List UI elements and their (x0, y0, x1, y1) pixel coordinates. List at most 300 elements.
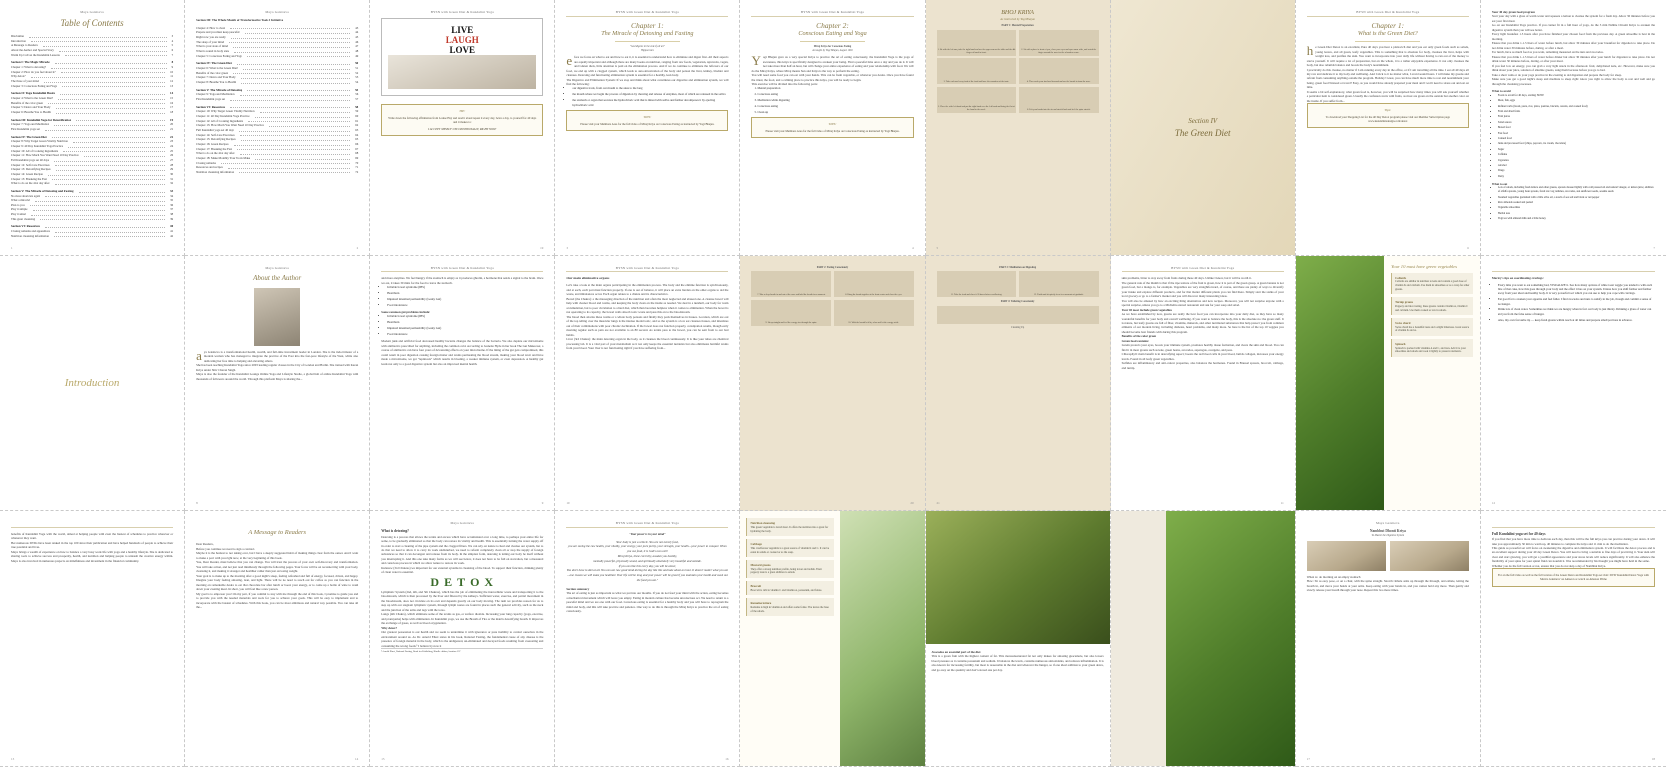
toc-entry-page: 55 (355, 87, 359, 92)
list-item: • Drink lots of clean water. Sometimes we think we are hungry when in fact our body is just thirsty. Drinking a glass of water can aid you from the false sense of hunger. (1498, 307, 1655, 316)
list-item: • Also, my own favourite tip — keep fresh greens within reach at all times and prepare small portions in advance. (1498, 318, 1655, 322)
toc-entry-label: What is your state of mind (196, 44, 229, 49)
toc-entry-page: 46 (355, 39, 359, 44)
vegetable-description: Peppery and nice tasting, these greens contain vitamin A, vitamin C and calcium. Use them cooked or raw in salads. (1395, 304, 1468, 312)
toc-entry-page: 45 (355, 35, 359, 40)
body-paragraph-5: Lutein protects your eyes, boosts your immune system, promotes healthy tissue formation, and clears the skin and blood. You can find it in most greens such as kale, green beans, avocados, asparagus, courgette, and peas. (1121, 343, 1284, 352)
toc-list-2[interactable] (196, 26, 358, 175)
toc-entry-page: 62 (355, 123, 359, 128)
toc-leader (29, 34, 166, 38)
toc-entry-page: 52 (355, 70, 359, 75)
tip-box (1492, 568, 1655, 586)
toc-entry-label: Chapter 12: Self-Care Exercises (11, 162, 50, 167)
list-item: • Fast food (1498, 132, 1655, 136)
avocado-body: This is a green fruit with the highest content of fat. This monounsaturated fat not only makes for amazing guacamole, but also lowers blood pressure as it contains potassium and sodium. It balances the levels, contains numerous antioxidants, and reduces inflammation. It is also known for increasing fertility, but most is reasonable in the diet and wherever the hunger, so if one ideal addition to your green detox, and go easy on the quantity and don't exceed one per day. (931, 654, 1104, 672)
kriya-photo-row (1307, 541, 1469, 571)
toc-entry-page: 68 (355, 151, 359, 156)
tip-text: Please visit your Members Area for the full video of Miraj Kriya on Conscious Eating as instructed by Yogi Bhajan. (580, 121, 715, 126)
toc-entry-label: First Kundalini yoga set (196, 97, 226, 102)
page-green-food-program[interactable] (1481, 0, 1666, 256)
vegetable-name: Cabbage (750, 542, 762, 547)
page-full-kundalini-set[interactable] (1481, 511, 1666, 767)
chapter-number: Chapter 1: (631, 20, 664, 30)
vegetable-description: Romaine is high in vitamin A and offers some folate. The leaves the base of the salads. (750, 606, 829, 613)
toc-entry-page: 63 (355, 128, 359, 133)
list-item: • Cigarettes (1498, 159, 1655, 163)
kriya-photo (834, 271, 914, 297)
subhead-2: Benefits of the color green (1121, 334, 1157, 339)
list-item: • the mouth where we begin the process of digestion by chewing and release of enzymes, most of which are released in the saliva (572, 92, 728, 96)
toc-entry-label: Chapter 2: How do you feel about it? (11, 69, 56, 74)
toc-entry-label: Chapter 10: Why Target Green Vitality Nutrition (196, 109, 255, 114)
toc-entry-page: 56 (355, 92, 359, 97)
intestine-list (381, 285, 543, 307)
section-title: Full Kundalini yoga set for 40 days (1491, 531, 1546, 536)
toc-leader (255, 156, 350, 160)
kriya-photo-1 (1307, 541, 1386, 571)
toc-leader (45, 127, 165, 131)
page-chapter-what-is-green-diet[interactable] (1296, 0, 1481, 256)
toc-entry[interactable] (196, 170, 358, 175)
body-paragraph-3: Whether you do the full version or not, ensure that you do not skip a day of Nambhut Kriya. (1491, 563, 1606, 568)
toc-entry-page: 7 (171, 52, 174, 57)
toc-entry-page: 9 (171, 64, 174, 69)
toc-entry-label: Play it simple (11, 207, 28, 212)
toc-leader (255, 114, 351, 118)
toc-leader (231, 35, 350, 39)
toc-leader (55, 229, 165, 233)
page-power-is-in-your-mind[interactable] (555, 511, 740, 767)
page-green-nutrition[interactable] (1111, 256, 1296, 512)
page-section-4-divider (1111, 0, 1296, 256)
hand-photo (388, 55, 536, 89)
toc-entry-label: Chapter 9: Yoga and Meditation (196, 92, 235, 97)
kriya-how: How: Sit as easy pose, or on a chair, with the spine straight. Stretch: Inhale arms up through the through, and exhale, letting the breath in, and move your hands at your arms. Keep eating with your hands in, and you cannot hold any more. Then gently and slowly release your breath through your nose. Repeat this two more times. (1306, 579, 1469, 593)
toc-entry-label: Resources and recipes (196, 165, 223, 170)
toc-entry[interactable] (11, 110, 173, 115)
toc-entry-label: Chapter 15: Detoxifying Recipes (196, 137, 236, 142)
kriya-photo (937, 58, 1017, 84)
toc-entry-label: Chapter 6: What is the Green Diet? (196, 66, 239, 71)
toc-entry-page: 61 (355, 118, 359, 123)
kriya-photo (1019, 271, 1099, 297)
body-paragraph-3: The blood then attacks these toxins or a whole body poisons and finally they pack themselves in tissues. Location, which are out of the top telling over the muscular lungs is the intense modal toxic, and so the system is a low eat cleanses tissues, and intestines out of their combinations with poor chronic declination. If the bowel does not function properly, constipation results, though early morning regular such as pain are not available to an 80 second. As toxins pass to the bowel, you can be sent from to our bad habits. (566, 314, 729, 337)
page-message-to-readers[interactable] (185, 511, 370, 767)
kriya-subtitle: As instructed by Yogi Bhajan (1000, 17, 1035, 22)
kriya-photo (937, 271, 1017, 297)
kriya-photo (834, 300, 914, 326)
toc-entry-page: 23 (170, 139, 174, 144)
toc-leader (63, 149, 165, 153)
body-paragraph-4: Lungs (4th Chakra), which eliminate some of the toxins as gas, or surface dioxide. Increasing your lung capacity (yoga, exercise, and pranayama) helps with elimination. In Kundalini yoga, we use the Breath of Fire or the matrix detoxifying breath. It improves the exchange of gases, as well as blood oxygenation. (381, 612, 544, 626)
body-paragraph-7: Sulfides are inflammatory and anti-cancer properties, also balances the hormones. Found in Brussel sprouts, broccoli, cabbage, and turnip. (1121, 361, 1284, 370)
toc-entry-page: 65 (355, 137, 359, 142)
toc-leader (54, 158, 165, 162)
body-paragraph-2: Modern junk and artificial food decreased healthy bacteria changes the balance of the bacteria. We also deplete our microbiome with antibiotics prescribed for anything, including the common cold. According to Jeanette Hyde in her book The Gut Makeover, a course of antibiotics can have four years of devastating effects on your microbiome. If the lining of the gut gets compromised, this could result in poor digestion causing foreign matter and toxins permeating the blood stream, making your blood toxic and have made a microbiome, we get "leptinosis" which results in bloating, a weaker immune system, or even depression. A healthy gut leads not only to a good digestive system but also an improved mental health. (381, 339, 544, 366)
body-paragraph-2: Her numerous DVDs have been ranked in the top 100 since their publication and have helped hundreds of people to achieve their true potential and lives. (11, 540, 174, 550)
page-author-continued[interactable] (0, 511, 185, 767)
subhead: Some common gut problems include: (381, 310, 431, 314)
vegetable-name: Romaine lettuce (750, 601, 772, 606)
body-paragraph-3: Maya is also the founder of the Kundalini Lounge Online Yoga and Lifestyle Studio, a global hub of online Kundalini Yoga with thousands of followers around the world. Through this platform Maya is sharing the... (196, 372, 359, 381)
page-bhoj-kriya-photos-left[interactable] (926, 0, 1111, 256)
toc-leader (240, 92, 351, 96)
detox-wordmark: D E T O X (430, 574, 495, 589)
toc-entry-label: Chapter 12: All of Cooking Ingredients (196, 118, 244, 123)
list-item: • Foods to avoid for 40 days, starting NOW! (1498, 94, 1655, 98)
toc-leader (68, 144, 165, 148)
running-header: Maya Gaisiteva (450, 521, 475, 526)
body-paragraph-1: efore we focus on what to eat and how to eat it, it is essential to understand how to eliminate and digest first. All their aspects are equally important and although there are many books on nutrition, ranging from raw foods, vegetarian, Ayurveda, vegan, and Gluten diets, little attention is paid on the elimination process. And if we do continue to eliminate the leftovers of our food, we end up with a clogged system, which leads to auto-intoxication of the body and poison the liver, kidney, bladder and cleanses. Detoxing and functioning elimination system is essential for a healthy, lean body. (566, 53, 729, 78)
page-craving-tips[interactable] (1481, 256, 1666, 512)
chapter-title: What is the Green Diet? (1357, 29, 1418, 37)
toc-entry-label: Closing remarks (196, 160, 216, 165)
kriya-part-2-label: PART 2: Eating Consciously (816, 265, 849, 269)
toc-entry-page: 71 (355, 165, 359, 170)
page-footer: 21 (936, 501, 940, 506)
toc-entry-page: 32 (170, 181, 174, 186)
page-green-vegetable-cards[interactable] (740, 511, 925, 767)
avocado-photo (926, 511, 1110, 643)
list-item: • Food intolerance (387, 332, 543, 336)
page-footer: 15 (381, 757, 385, 761)
body-paragraph-2: Bowel (the Chakra): a the massaging direction of the nutrition and often the most neglected and abused one. A cleanse bowel will help with cleaner blood and toxins, and keeping the body clean on the inside as needed. We deal in a nutshell, our body for toxin accumulation, but to poor circulation to a hard diet, which then becomes helpless when it comes to elimination. When the bowel is not operating to its capacity, the bowel walls absorb toxic waste and pass this on to the bloodstream. (566, 296, 729, 315)
toc-entry-label: Section VI: Resources (196, 104, 226, 109)
toc-entry-page: 59 (355, 109, 359, 114)
toc-leader (54, 234, 165, 238)
program-note-5: For lunch, have as much food as you want, remaining measured on the nuts and avocados. (1491, 50, 1604, 55)
vegetable-name: Spinach (1395, 342, 1406, 347)
body-paragraph-2: Before you continue we need to sign a contract. (196, 546, 256, 551)
toc-leader (84, 153, 165, 157)
page-bhoj-kriya-photos-right[interactable] (740, 256, 925, 512)
page-what-is-detoxing[interactable] (370, 511, 555, 767)
toc-entry-page: 43 (355, 25, 359, 30)
toc-leader (48, 101, 165, 105)
kriya-title: BHOJ KRIYA (1001, 10, 1034, 16)
toc-entry[interactable] (11, 127, 173, 132)
chapter-heading (1307, 21, 1469, 37)
toc-entry-label: What is sound in body state (196, 48, 230, 53)
body-paragraph-1: benefits of Kundalini Yoga with the world, aimed at helping people with even the busiest of schedules to practice wherever or whenever they want. (11, 531, 174, 541)
toc-entry-page: 26 (170, 153, 174, 158)
chapter-title: The Miracle of Detoxing and Fasting (601, 29, 694, 37)
toc-entry-label: Introduction (11, 38, 26, 43)
toc-entry-label: Warm Up Call on the Kundalini Lessons (11, 52, 60, 57)
toc-entry-page: 24 (170, 144, 174, 149)
toc-leader (237, 61, 350, 65)
toc-entry-page: 15 (170, 95, 174, 100)
tip-text: Write down the following affirmation from Louise Hay and read it aloud repeat it every day, twice a day, to yourself for 40 days and it makes to: (388, 115, 537, 124)
page-table-of-contents-2[interactable] (185, 0, 370, 256)
page-ten-green-vegetables[interactable] (1296, 256, 1481, 512)
digestive-list (566, 86, 728, 106)
toc-leader (247, 88, 350, 92)
toc-entry-label: Chapter 5: Detox and Your Body (11, 105, 51, 110)
toc-entry-label: Chapter 15: Breaking the Fast (11, 176, 47, 181)
toc-entry-label: Section IV: The Green Diet (196, 61, 232, 66)
toc-entry-label: Chapter 7: Detox and Your Body (196, 75, 236, 80)
toc-leader (221, 161, 350, 165)
toc-section-title: Section III: The Whole Month of Transformative Tools I Initiative (196, 18, 284, 22)
vegetable-card-list-2 (746, 518, 833, 616)
program-note-4: Ensure that you drink 1-1.5 liters of water before lunch, but allow 30 minutes after your breakfast for digestion to take place. Do not drink water 30 minutes before, during, or after a meal. (1491, 41, 1655, 50)
list-item: • Fruit juices (1498, 115, 1655, 119)
program-note-7: If you feel low on energy, you can grab a very light snack in the afternoon: fruit, dehydrated kale, etc. However, make sure you think about your juice, solution of alkaline greens, sung them because before you go to bed. (1491, 63, 1655, 73)
toc-entry-page: 4 (171, 38, 174, 43)
section-summary-body: The art of eating is just as important as what we put into our mouths. If you do not feed your mind with the action, eating becomes a mechanical movement which will leave you empty. Eating in modern culture has become unconscious act. We need to return to a peaceful mind and we are one with our food. Conscious eating is essential for a healthy body and you will have to reprogram the mind and body, and this will take practice and patience. One way to do this is through the Miraj Kriya to practice the art of eating consciously. (566, 591, 729, 614)
kriya-photo (937, 87, 1017, 113)
toc-leader (228, 165, 350, 169)
toc-entry-page: 11 (170, 74, 174, 79)
toc-entry-label: Disclaimer (11, 34, 25, 38)
toc-leader (55, 181, 166, 185)
toc-entry-label: A Message to Readers (11, 43, 38, 48)
toc-entry-page: 6 (171, 47, 174, 52)
toc-entry-page: 42 (170, 233, 174, 238)
body-paragraph-1: aya Gaisiteva is a transformational health, wealth, and full-time investment leader in London. She is the indoctrinator of a modern woman who has managed to integrate the practice of the East into the fast-pace lifestyle of the West, while also dedicating her free time to helping and elevating others. (196, 347, 359, 363)
page-chapter-2-conscious-eating[interactable] (740, 0, 925, 256)
body-paragraph-1: If you find that you have more time to dedicate each day, then this will be the full kriya you can practice during your detox. It will take you approximately 30 min to warm up, 40 minutes to complete the kriya and 11 min to do the meditation. (1491, 537, 1655, 546)
toc-entry-page: 58 (355, 104, 359, 109)
list-item: • Lots of salads, including fresh lettuce and other greens, sprouts dressed lightly with cold pressed oil and natural vinegar, or lemon juice; addition of alfalfa sprouts, young bean sprouts, fresh raw veg radishes, avocados, sun sunflower seeds, sesame seeds (1498, 186, 1655, 194)
kriya-subtitle: Miraj Kriya for Conscious Eating (813, 45, 852, 49)
running-header (196, 521, 358, 525)
toc-entry-label: Plan to you (11, 202, 25, 207)
laugh-label: LAUGH (445, 35, 479, 45)
body-paragraph-1: Yogi Bhajan gave us a very special Kriya to practice the art of eating consciously, the Kundalini Yoga is the yoga of awareness, this kriya is specifically designed to awaken your being. Find a peaceful time once a day and you do it. It will not take more than half an hour, but will change your entire experience of eating and your relationship with food. We will do the Miraj Kriya, where Miraj means Sun and Kriya is the way to perform the eating. (751, 53, 914, 73)
toc-entry-label: Section III: Kundalini Yoga for Detoxification (11, 117, 72, 122)
toc-leader (31, 212, 165, 216)
toc-entry-label: Section VI: Resources (11, 224, 40, 229)
toc-leader (237, 147, 350, 151)
page-digestive-detail[interactable] (370, 256, 555, 512)
why-detox-body: Our greatest possession is our health and we seem to undermine it with ignorance or pure inability to control ourselves in the environment around us. As Dr. Arnold Ehret states in his book, Rational Fasting, the fundamental cause of any disease is the presence of foreign material in the body, which is the undigested, un-eliminated and decayed foods resulting from overeating and consuming the wrong foods.¹ I believe by now it (381, 630, 544, 648)
toc-entry-page: 25 (170, 148, 174, 153)
cleanup-label: Cleaning Up (1011, 325, 1025, 329)
toc-entry[interactable] (11, 234, 173, 239)
kriya-photo-caption: 2. Sit with a place in front of you, close your eyes and open arms wide, and watch the finger around the nose for the relaxation sense. (1021, 49, 1097, 55)
vegetable-description: Broccoli is rich in vitamin C and vitamin A, potassium, and folate. (750, 588, 822, 592)
toc-entry-page: 64 (355, 132, 359, 137)
page-eliminative-organs[interactable] (555, 256, 740, 512)
toc-entry-page: 18 (170, 109, 174, 114)
page-footer: 1 (11, 245, 13, 250)
list-item: • Dairy (1498, 175, 1655, 179)
toc-entry[interactable] (11, 217, 173, 222)
toc-leader (245, 30, 351, 34)
toc-entry-page: 29 (170, 167, 174, 172)
toc-leader (230, 97, 350, 101)
toc-entry-label: Chapter 9: 40 Day Kundalini Yoga Practice (11, 144, 64, 149)
vegetable-card (746, 539, 833, 557)
vegetable-description: Collards are similar in nutrition to kale and contain a good dose of vitamin K and calcium. Use them in smoothies or as a wrap for other greens. (1395, 280, 1470, 291)
toc-entry-page: 49 (355, 53, 359, 58)
running-header (1492, 521, 1655, 528)
list-item: • Meat, fish, eggs (1498, 99, 1655, 103)
toc-entry[interactable] (196, 97, 358, 102)
body-paragraph-3: Lymphatic System (2nd, 4th, and 5th Chakras), which has the job of eliminating the intercellular waste and transporting it to the bloodstream, which is then processed by the liver and filtered by the kidneys. Sufficient water, exercise, and partial movement in the bloodstream, does not circulate on its own and depends greatly on our body moving. The rush we provides reason for us to step up with our stagnant lymphatic system, through lymph routes are found in places such the general activity, such as the neck and the junction of the arms and legs with the torso. (381, 589, 544, 612)
page-bhoj-kriya-photos-3[interactable] (926, 256, 1111, 512)
toc-leader (230, 105, 350, 109)
page-table-of-contents[interactable] (0, 0, 185, 256)
toc-leader (54, 122, 165, 126)
program-note-3: Every light breakfast 1.5 hours after you have finished your chosen food from the previous day. A green smoothie is best in the morning. (1491, 32, 1655, 41)
toc-entry[interactable] (196, 80, 358, 85)
body-paragraph-1: Detoxing is a process that allows the toxins and excess which have accumulated over a long time, to perhaps your entire life for some, to be gradually eliminated so that the body can restore its vitality and health. This is essentially turning the water supply off in order to start a cleaning of the pipe system and the clogged filters. We can rely on nature to heal and cleanse our system, but to do that we need to allow it to carry its work undisturbed, we need to reform completely clean all or stop the supply of foreign substances so that it can decongest and release from its body. In the simplest form, detoxing is letting our body be itself without you interrupting it. And this one take many forms as we will see below, it does not have to be full on starvation, but a measured and conscious process in which we allow nature to restore its work. (381, 534, 544, 566)
list-item: • Caffeine (1498, 153, 1655, 157)
page-live-laugh-love[interactable] (370, 0, 555, 256)
body-paragraph-6: My goal is to empower you! On my part, if you commit to stay with me through the end of this book, I promise to guide you and to provide you with the needed materials and tools for you to achieve your goals. This will be easy to implement and to incorporate with the busiest of schedules. With this book, you can be most ambitious and natural way possible. You can take all the... (196, 591, 359, 610)
vegetable-card (746, 518, 833, 536)
toc-entry-page: 22 (170, 134, 174, 139)
toc-entry-label: Chapter 14: Green Recipes (11, 171, 44, 176)
body-paragraph-2: This guide as powerful set will focus on awakening the digestive and elimination system. It will facilitate the detox process and is an excellent support during your 40 day Green Detox. You will need to bring a suitable to fine days of practicing it. Your skin will clear and start glowing, you will get a youthful appearance and your stress levels will reduce significantly. It will also enhance the flexibility of your spine for your spinal fluid can nourish it. Was recommended by his thought you might have held in the same. (1491, 546, 1655, 564)
toc-entry-label: Chapter 8: Breathe You to Health (196, 79, 237, 84)
kriya-photo (1019, 87, 1099, 113)
toc-leader (56, 110, 165, 114)
page-footer: 7 (1653, 245, 1655, 250)
toc-entry[interactable] (11, 84, 173, 89)
kriya-photo-caption: 3. Take each and every fruit of the food and have the sensation of the taste. (943, 80, 1010, 83)
body-paragraph-1: he Green Diet Detox is an excellent, Pure 40 days you hear a plant-rich diet and you eat only green foods such as salads, young leaves, and all green, leafy vegetables. This is something that is absolute for body, cleanses the liver, helps with weight loss, and purifies the skin. You want to incorporate into your daily life without having to run out of the money to starve yourself. It will require a lot of preparation, but on the whole, it is a rather enjoyable experience. It not only cleanses the body, but also rebuilds balance and boosts the body's nourishment. (1306, 43, 1469, 68)
running-header: Maya Gaisiteva (265, 265, 289, 270)
chapter-number: Chapter 1: (1371, 20, 1405, 30)
toc-leader (30, 203, 165, 207)
toc-entry-label: First Kundalini yoga set (11, 126, 40, 131)
body-paragraph-2: Kulanow (3rd Chakras) we important for our external systems in cleansing of the blood. To support their function, drinking plenty of clean water is essential. (381, 565, 544, 575)
page-footer: 4 (911, 245, 914, 250)
vegetable-name: Nutrition cleansing (750, 521, 776, 526)
list-item: • Herbal teas (1498, 212, 1655, 216)
subhead-1: Your 40 most include green vegetables (1121, 307, 1172, 312)
page-nabhi-kriya-digestive[interactable] (1296, 511, 1481, 767)
toc-leader (73, 139, 165, 143)
page-footer: 17 (1306, 757, 1310, 761)
running-header: Maya Gaisiteva (265, 10, 289, 14)
avoid-list (1492, 94, 1655, 179)
toc-leader (56, 167, 166, 171)
toc-entry-page: 33 (170, 188, 174, 193)
poem-line: you are seeing the raw health, your vitality, your energy, your pure purity, your strength, your health—your power to conquer. When you use food, it is God's own call! (568, 544, 727, 554)
vegetable-name: Mustard greens (750, 563, 771, 568)
page-avocado[interactable] (926, 511, 1111, 767)
list-item: • Impaired intestinal permeability (Leaky Gut) (387, 326, 543, 330)
toc-entry-label: Chapter 6: Breathe You to Health (11, 109, 51, 114)
toc-leader (243, 66, 350, 70)
epigraph-author: Hippocrates (640, 48, 654, 52)
running-header (1492, 266, 1655, 273)
body-paragraph-1: and more enzymes. We feel hungry if the stomach is empty as it produces ghrelin, a hormone that sends a signal to the brain. Once we eat, it takes 30 mins for the food to leave the stomach. (381, 276, 544, 285)
toc-leader (56, 105, 166, 109)
toc-entry-label: Benefits of the color green (196, 70, 229, 75)
ornament-divider (615, 41, 680, 42)
list-item: • Salad sauces (1498, 121, 1655, 125)
toc-leader (230, 26, 350, 30)
poem-line: Your body is just a vehicle. You are not merely food, (616, 539, 679, 544)
toc-entry[interactable] (196, 54, 358, 59)
kriya-photo-caption: 10. With the breath held in, relax and let the energy settle. (848, 322, 899, 325)
list-item: • Raw almonds soaked and peeled (1498, 201, 1655, 205)
list-item: • Boxed food (1498, 126, 1655, 130)
toc-entry-page: 31 (170, 176, 174, 181)
list-item: • Heartburn (387, 291, 543, 295)
kriya-photo (751, 271, 831, 297)
list-item: • Steamed vegetables garnished with a little olive oil, a touch of sea salt and black or red pepper (1498, 196, 1655, 200)
body-paragraph-3: It seems a bit self-explanatory, what green food is, however, you will be surprised how many times you will ask yourself whether a particular item is considered green. Usually the confusion starts with fruits, as most are green on the outside but another color on the inside. If you suffer from... (1306, 89, 1469, 103)
section-title: Our main eliminative organs (566, 276, 610, 281)
kriya-photo-grid (937, 30, 1099, 113)
section-divider (1111, 0, 1295, 255)
toc-entry-label: Nutrition cleansing information (11, 233, 49, 238)
toc-entry[interactable] (11, 181, 173, 186)
toc-entry-label: Chapter 7: Yoga and Meditation (11, 122, 50, 127)
kriya-photo-caption: 8. Bring the hands together at the heart center and close the eyes. (845, 293, 903, 296)
kriya-photo (751, 300, 831, 326)
body-paragraph-3: Maya brings a wealth of experience on how to balance a very busy work life with yoga and a healthy lifestyle. She is dedicated to sharing tools to achieve success and prosperity, health, and nutrition and helping people to unleash the creative energy within. Maya is also involved in numerous projects on mindfulness and investment in the financial community. (11, 549, 174, 563)
toc-entry-label: Closing remarks and appendices (11, 229, 50, 234)
kriya-photo (1019, 30, 1099, 56)
vegetable-description: They offer a strong nutrition profile, being lower and radish. Their peppery taste is a great addition to salads. (750, 567, 822, 575)
toc-entry-label: Section V: The Miracle of Detoxing and Fasting (11, 188, 74, 193)
section-title: Your 10 must have green vegetables (1391, 263, 1458, 269)
toc-entry-page: 34 (170, 193, 174, 198)
toc-entry-page: 36 (170, 202, 174, 207)
toc-entry-label: Fall Kundalini yoga set 40 days (11, 157, 50, 162)
kriya-photo-caption: 11. Take the food and chew it 30 times before swallowing. (950, 293, 1002, 296)
tip-box (566, 110, 728, 131)
toc-leader (241, 80, 350, 84)
list-item: • Refined carbs (bread, pasta, rice, pizza, pastries, biscuits, cereals, and cooked food) (1498, 105, 1655, 109)
page-chapter-1-miracle[interactable] (555, 0, 740, 256)
toc-list[interactable] (11, 34, 173, 238)
program-note-1: Start your day with a glass of warm water and squeeze a lemon to cleanse the system for a fresh day. Allow 30 minutes before you eat your first meal. (1491, 14, 1655, 23)
toc-leader (239, 128, 350, 132)
list-item: • Eat good fat to awaken your appetite and feel fuller. I find avocados and nuts to satisfy in the job, though and commit a sense of no hunger. (1498, 297, 1655, 306)
kriya-photo-caption: 5. Place the wide left hand and put the right hand over the left hand and bring the flat of the hand to the navel. (938, 106, 1015, 112)
toc-leader (52, 177, 165, 181)
toc-entry-page: 16 (170, 100, 174, 105)
vegetable-card (1391, 297, 1473, 315)
body-paragraph-1: Let's take a look at the main organs participating in the elimination process. The body and the elimine function is synchronously, and at each, each part must function properly. If one is out of balance, it will place an extra burden on the other organs to aid the waste, and imbalances occur. Each organ relates to a chakra and its characteristics. (566, 283, 729, 297)
toc-leader (229, 40, 350, 44)
toc-leader (44, 79, 165, 83)
running-header: BYSN with Green Diet & Kundalini Yoga (430, 10, 494, 14)
toc-entry-label: Chapter 13: Detoxifying Recipes (11, 167, 51, 172)
vegetable-description: This cruciferous vegetable is a great source of vitamin K and C. It can be eaten in salads or cooked or as the soup. (750, 546, 830, 554)
list-item: • Every time you want to eat something bad, VISUALIZE it. See how many options of white toast veggie you tended to with each bite of that cake, how this goes through your body and the effect it has on your system. Unless how you shift further and further away from your ideal and healthy body. It is very powerful tool which you can use to help you cope with cravings. (1498, 283, 1655, 296)
toc-entry-label: Chapter 1: What is detoxing? (11, 64, 47, 69)
toc-entry-page: 17 (170, 105, 174, 110)
toc-entry-label: Right now you are ready (196, 35, 226, 40)
kriya-photo-caption: 4. Then work your forehead forward and use the breath in from the nose. (1026, 80, 1091, 83)
body-paragraph-2: You will need some food you can eat with your hands. This can be fresh vegetable, or whatever you desire. Once you have found the ritual, the food, and a calming place to practice this kriya, you will be ready to begin. (751, 73, 914, 82)
toc-leader (234, 49, 350, 53)
vegetable-description: Swiss chard has a beautiful taste and a slight bitterness. Great source of vitamin K and A. (1395, 325, 1470, 333)
page-footer: 14 (355, 757, 359, 761)
section-summary-title: Section summary (566, 586, 590, 591)
vegetable-card (746, 581, 833, 595)
toc-entry-label: What to do on the 41st day after (196, 151, 235, 156)
body-paragraph-1: skin problems, bitter to stay away from fruits during these 40 days. Unlike I know, but it will be worth it. (1121, 276, 1252, 281)
toc-entry-page: 38 (170, 212, 174, 217)
page-footer: 12 (1491, 501, 1496, 506)
toc-entry[interactable] (11, 53, 173, 58)
toc-entry-page: 14 (170, 91, 174, 96)
page-about-the-author[interactable] (185, 256, 370, 512)
kriya-photo (937, 30, 1017, 56)
toc-entry-label: Section II: Yoga Kundalini Basics (11, 91, 56, 96)
